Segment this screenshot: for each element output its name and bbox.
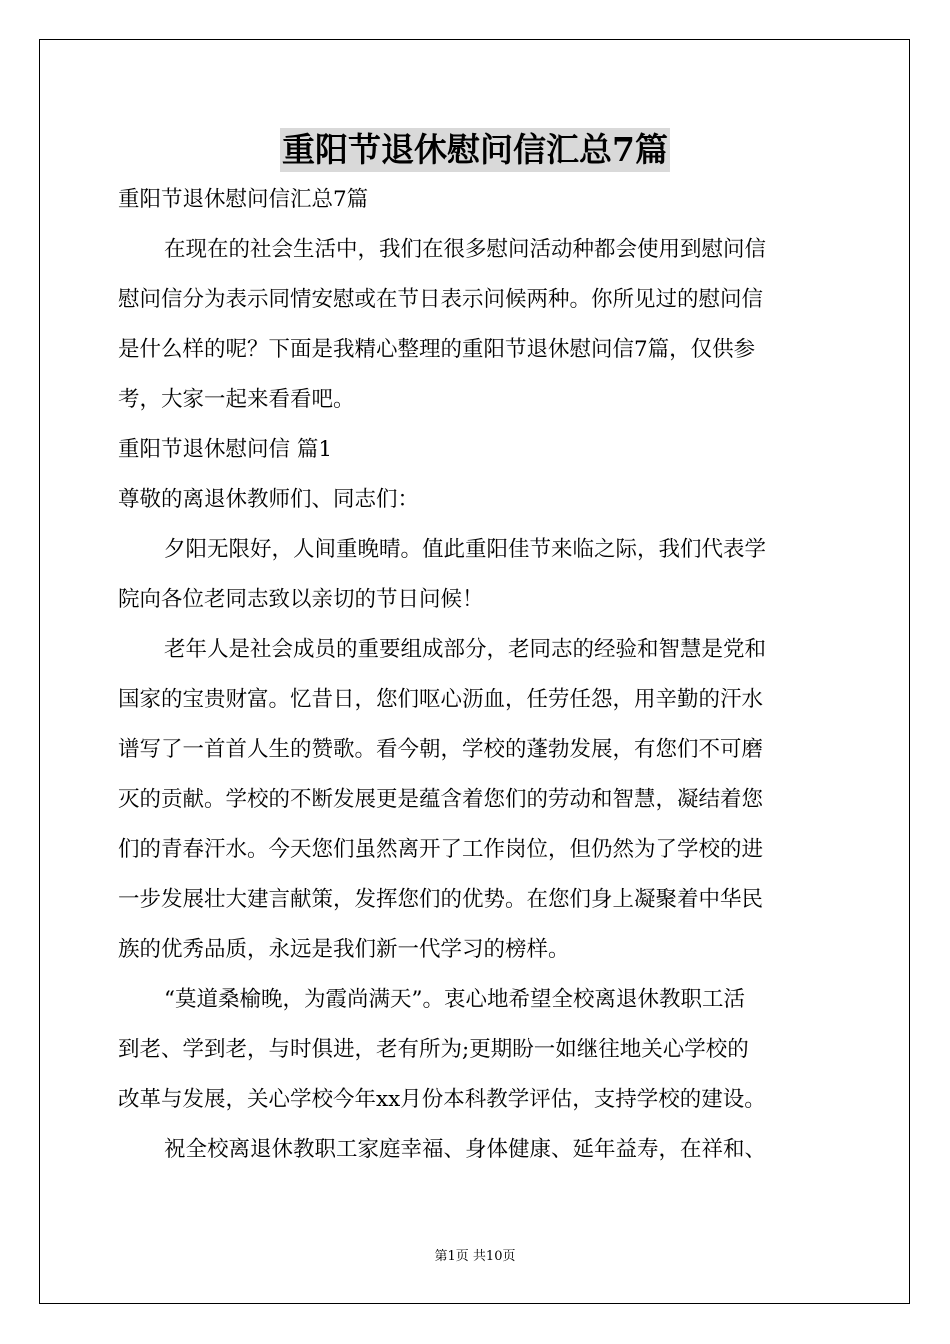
text-line: 祝全校离退休教职工家庭幸福、身体健康、延年益寿，在祥和、 — [164, 1137, 767, 1162]
page-number-label: 第1页 共10页 — [434, 1249, 516, 1264]
document-title — [0, 128, 950, 172]
text-line: 院向各位老同志致以亲切的节日问候！ — [118, 587, 484, 612]
text-line: 谱写了一首首人生的赞歌。看今朝，学校的蓬勃发展，有您们不可磨 — [118, 737, 764, 762]
text-line: 夕阳无限好，人间重晚晴。值此重阳佳节来临之际，我们代表学 — [164, 537, 767, 562]
text-line: 改革与发展，关心学校今年xx月份本科教学评估，支持学校的建设。 — [118, 1087, 766, 1112]
text-line: 在现在的社会生活中，我们在很多慰问活动种都会使用到慰问信 — [164, 237, 767, 262]
document-body — [118, 175, 833, 1175]
text-line: 慰问信分为表示同情安慰或在节日表示问候两种。你所见过的慰问信 — [118, 287, 764, 312]
text-line: 尊敬的离退休教师们、同志们： — [118, 487, 420, 512]
text-line: 重阳节退休慰问信 篇1 — [118, 437, 333, 462]
page-footer — [0, 1247, 950, 1267]
text-line: 老年人是社会成员的重要组成部分，老同志的经验和智慧是党和 — [164, 637, 767, 662]
text-line: 是什么样的呢？下面是我精心整理的重阳节退休慰问信7篇，仅供参 — [118, 337, 756, 362]
text-line: 到老、学到老，与时俱进，老有所为;更期盼一如继往地关心学校的 — [118, 1037, 749, 1062]
text-line: 们的青春汗水。今天您们虽然离开了工作岗位，但仍然为了学校的进 — [118, 837, 764, 862]
text-line: 族的优秀品质，永远是我们新一代学习的榜样。 — [118, 937, 570, 962]
text-line: 一步发展壮大建言献策，发挥您们的优势。在您们身上凝聚着中华民 — [118, 887, 764, 912]
text-line: 重阳节退休慰问信汇总7篇 — [118, 187, 369, 212]
document-title-text: 重阳节退休慰问信汇总7篇 — [280, 128, 670, 172]
text-line: 考，大家一起来看看吧。 — [118, 387, 355, 412]
text-line: 灭的贡献。学校的不断发展更是蕴含着您们的劳动和智慧，凝结着您 — [118, 787, 764, 812]
text-line: “莫道桑榆晚，为霞尚满天”。衷心地希望全校离退休教职工活 — [164, 987, 745, 1012]
text-line: 国家的宝贵财富。忆昔日，您们呕心沥血，任劳任怨，用辛勤的汗水 — [118, 687, 764, 712]
